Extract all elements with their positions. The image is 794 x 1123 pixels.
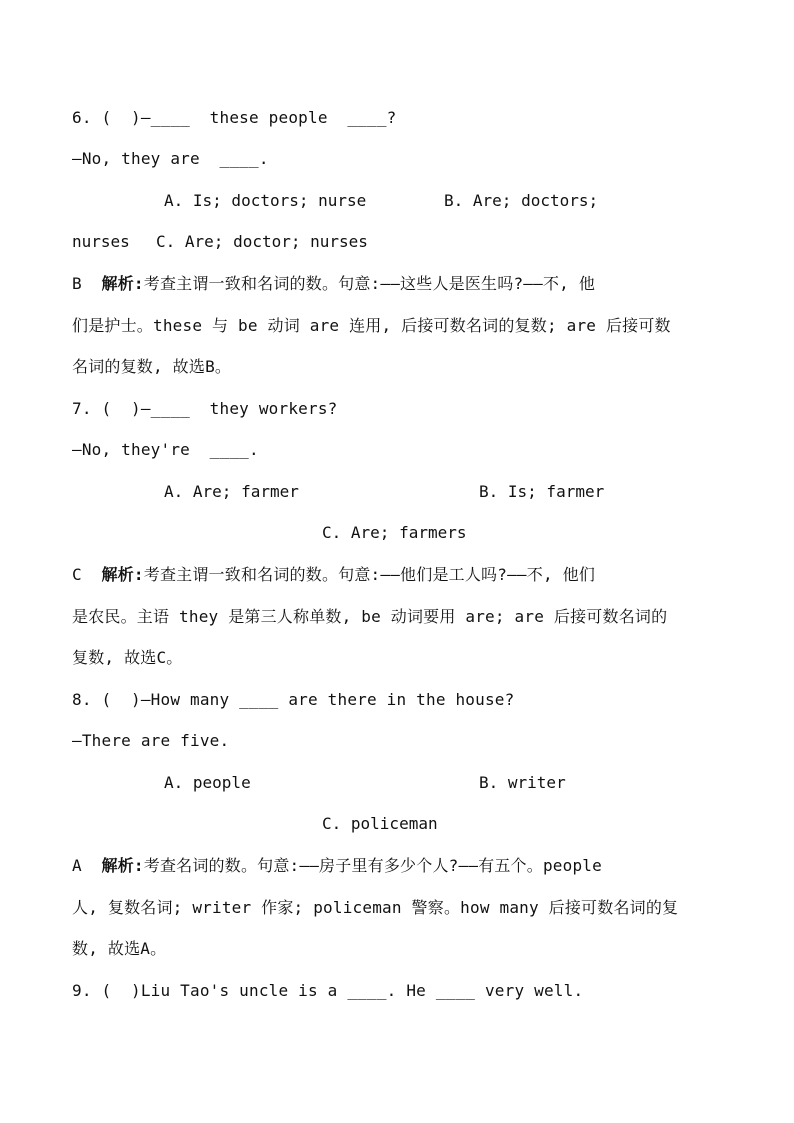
question-7-option-b: B. Is; farmer: [479, 482, 605, 501]
question-7-explanation-text-1: 考查主谓一致和名词的数。句意:——他们是工人吗?——不, 他们: [143, 565, 596, 584]
question-8-analysis-tag: 解析:: [101, 856, 144, 875]
question-8-explanation-line-1: [72, 854, 722, 878]
question-8-key: A: [72, 856, 82, 875]
question-8-option-c: C. policeman: [322, 814, 438, 833]
question-7-explanation-line-1: [72, 563, 722, 587]
question-7-analysis-tag: 解析:: [101, 565, 144, 584]
question-7-key: C: [72, 565, 82, 584]
question-8-answer-line: —There are five.: [72, 731, 230, 750]
question-6-explanation-text-1: 考查主谓一致和名词的数。句意:——这些人是医生吗?——不, 他: [143, 274, 596, 293]
question-6-analysis-tag: 解析:: [101, 274, 144, 293]
question-7-explanation-line-2: 是农民。主语 they 是第三人称单数, be 动词要用 are; are 后接可数名词的: [72, 607, 668, 626]
question-9-stem: 9. ( )Liu Tao's uncle is a ____. He ____ very well.: [72, 981, 584, 1000]
question-6-key: B: [72, 274, 82, 293]
question-6-option-c: C. Are; doctor; nurses: [156, 232, 368, 251]
question-6-option-b-cont: nurses: [72, 232, 130, 251]
question-6-explanation-line-3: 名词的复数, 故选B。: [72, 357, 232, 376]
question-6-answer-line: —No, they are ____.: [72, 149, 269, 168]
question-8-explanation-line-2: 人, 复数名词; writer 作家; policeman 警察。how many 后接可数名词的复: [72, 898, 679, 917]
question-7-answer-line: —No, they're ____.: [72, 440, 259, 459]
question-7-explanation-line-3: 复数, 故选C。: [72, 648, 183, 667]
question-8-explanation-line-3: 数, 故选A。: [72, 939, 167, 958]
question-8-option-a: A. people: [164, 773, 251, 792]
question-6-option-b: B. Are; doctors;: [444, 191, 599, 210]
question-6-stem: 6. ( )—____ these people ____?: [72, 108, 397, 127]
question-8-explanation-text-1: 考查名词的数。句意:——房子里有多少个人?——有五个。people: [143, 856, 602, 875]
question-6-explanation-line-2: 们是护士。these 与 be 动词 are 连用, 后接可数名词的复数; are 后接可数: [72, 316, 671, 335]
question-7-option-c: C. Are; farmers: [322, 523, 467, 542]
question-8-stem: 8. ( )—How many ____ are there in the house?: [72, 690, 515, 709]
question-7-option-a: A. Are; farmer: [164, 482, 299, 501]
question-8-option-b: B. writer: [479, 773, 566, 792]
question-7-stem: 7. ( )—____ they workers?: [72, 399, 338, 418]
question-6-explanation-line-1: [72, 272, 722, 296]
question-6-option-a: A. Is; doctors; nurse: [164, 191, 367, 210]
